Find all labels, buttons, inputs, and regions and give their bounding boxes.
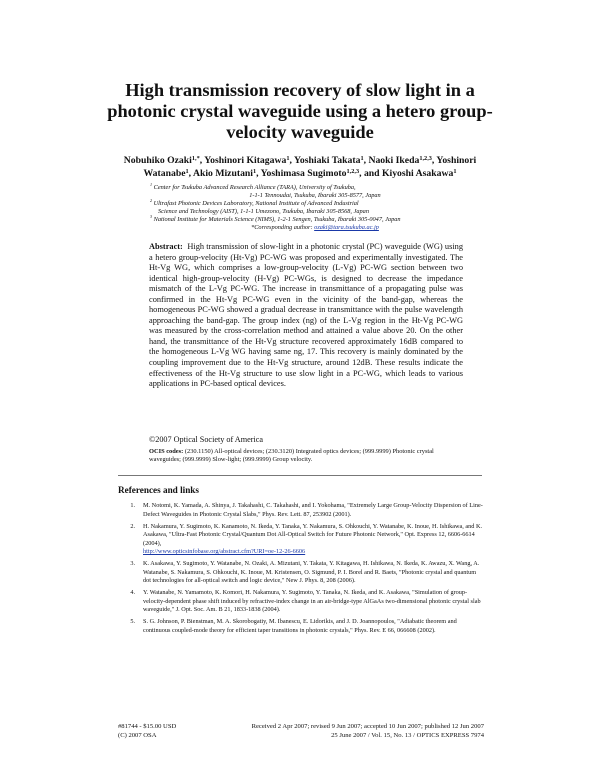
history-dates: Received 2 Apr 2007; revised 9 Jun 2007; accepted 10 Jun 2007; published 12 Jun 2007 [251, 723, 484, 730]
author: Yoshiaki Takata$^1$, [293, 155, 369, 166]
affiliation-3: $^3$ National Institute for Materials Science (NIMS), 1-2-1 Sengen, Tsukuba, Ibaraki 305-0047, Japan [150, 214, 401, 224]
osa-copyright: (C) 2007 OSA [118, 732, 157, 739]
author: Yoshinori Watanabe$^1$, [143, 155, 477, 179]
page-footer [118, 722, 484, 740]
ocis-text: (230.1150) All-optical devices; (230.3120) Integrated optics devices; (999.9999) Photonic crystal waveguides; (999.9999) Slow-light; (999.9999) Group velocity. [149, 448, 434, 464]
email-link[interactable]: ozaki@tara.tsukuba.ac.jp [314, 224, 379, 232]
author: Yoshinori Kitagawa$^1$, [204, 155, 294, 166]
reference-item: 2. H. Nakamura, Y. Sugimoto, K. Kanamoto, N. Ikeda, Y. Tanaka, Y. Nakamura, S. Ohkouchi, Y. Watanabe, K. Inoue, H. Ishikawa, and K. Asakawa, "Ultra-Fast Photonic Crystal/Quantum Dot All-Optical Switch for Future Photonic Network," Opt. Express 12, 6606-6614 (2004), http://www.opticsinfobase.org/abstract.cfm?URI=oe-12-26-6606 [130, 522, 483, 555]
affiliations [150, 184, 480, 233]
reference-item: 4. Y. Watanabe, N. Yamamoto, K. Komori, H. Nakamura, Y. Sugimoto, Y. Tanaka, N. Ikeda, and K. Asakawa, "Simulation of group-velocity-dependent phase shift induced by refractive-index change in an air-bridge-type AlGaAs two-dimensional photonic crystal slab waveguide," J. Opt. Soc. Am. B 21, 1833-1838 (2004). [130, 589, 481, 613]
affiliation-2-cont: Science and Technology (AIST), 1-1-1 Umezono, Tsukuba, Ibaraki 305-8568, Japan [158, 208, 369, 216]
author: Yoshimasa Sugimoto$^{1,2,3}$, [260, 167, 364, 179]
author: Akio Mizutani$^1$, [192, 167, 261, 179]
author-list [120, 155, 480, 180]
copyright: ©2007 Optical Society of America [149, 435, 263, 444]
abstract-text: High transmission of slow-light in a photonic crystal (PC) waveguide (WG) using a hetero group-velocity (Ht-Vg) PC-WG was proposed and experimentally investigated. The Ht-Vg WG, which comprises a low-group-velocity (L-Vg) PC-WG section between two identical high-group-velocity (H-Vg) PC-WGs, is designed to decrease the impedance mismatch of the L-Vg PC-WG. The increase in transmittance of a propagating pulse was confirmed in the Ht-Vg PC-WG even in the vicinity of the band-gap, whereas the homogeneous PC-WG showed a gradual decrease in transmittance with the pulse wavelength approaching the band-gap. The group index (ng) of the L-Vg region in the Ht-Vg PC-WG was measured by the cross-correlation method and attained a value above 20. On the other hand, the transmittance of the Ht-Vg structure recovered approximately 16dB compared to the homogeneous L-Vg WG having same ng, 17. This recovery is mainly dominated by the coupling improvement due to the Ht-Vg structure, around 12dB. These results indicate the effectiveness of the Ht-Vg structure to use slow light in a PC-WG, which leads to various applications in PC-based optical devices. [149, 242, 463, 389]
references-heading: References and links [118, 485, 199, 495]
issue-info: 25 June 2007 / Vol. 15, No. 13 / OPTICS EXPRESS 7974 [331, 732, 484, 739]
section-divider [118, 475, 482, 476]
abstract [149, 242, 463, 390]
paper-title: High transmission recovery of slow light in a photonic crystal waveguide using a hetero group-velocity waveguide [107, 80, 493, 142]
reference-item: 5. S. G. Johnson, P. Bienstman, M. A. Skorobogatiy, M. Ibanescu, E. Lidorikis, and J. D. Joannopoulos, "Adiabatic theorem and continuous coupled-mode theory for efficient taper transitions in photonic crystals," Phys. Rev. E 66, 066608 (2002). [130, 618, 457, 634]
corresponding-author: *Corresponding author: ozaki@tara.tsukuba.ac.jp [251, 224, 379, 232]
author: Nobuhiko Ozaki$^{1,*}$, [123, 155, 205, 166]
affiliation-1-cont: 1-1-1 Tennoudai, Tsukuba, Ibaraki 305-8577, Japan [249, 192, 381, 200]
affiliation-1: $^1$ Center for Tsukuba Advanced Research Alliance (TARA), University of Tsukuba, [150, 182, 356, 191]
author: Naoki Ikeda$^{1,2,3}$, [368, 155, 437, 166]
reference-list [118, 502, 484, 639]
reference-item: 1. M. Notomi, K. Yamada, A. Shinya, J. Takahashi, C. Takahashi, and I. Yokohama, "Extremely Large Group-Velocity Dispersion of Line-Defect Waveguides in Photonic Crystal Slabs," Phys. Rev. Lett. 87, 253902 (2001). [130, 502, 483, 518]
ocis-label: OCIS codes: [149, 448, 184, 455]
author: and Kiyoshi Asakawa$^1$ [363, 167, 457, 179]
abstract-label: Abstract: [149, 242, 183, 251]
article-id: #81744 - $15.00 USD [118, 723, 177, 730]
reference-item: 3. K. Asakawa, Y. Sugimoto, Y. Watanabe, N. Ozaki, A. Mizutani, Y. Takata, Y. Kitagawa, H. Ishikawa, N. Ikeda, K. Awazu, X. Wang, A. Watanabe, S. Nakamura, S. Ohkouchi, K. Inoue, M. Kristensen, O. Sigmund, P. I. Borel and R. Baets, "Photonic crystal and quantum dot technologies for all-optical switch and logic device," New J. Phys. 8, 208 (2006). [130, 560, 480, 584]
ocis-codes [149, 448, 465, 465]
affiliation-2: $^2$ Ultrafast Photonic Devices Laboratory, National Institute of Advanced Industrial [150, 198, 359, 208]
reference-link[interactable]: http://www.opticsinfobase.org/abstract.cfm?URI=oe-12-26-6606 [143, 548, 306, 555]
